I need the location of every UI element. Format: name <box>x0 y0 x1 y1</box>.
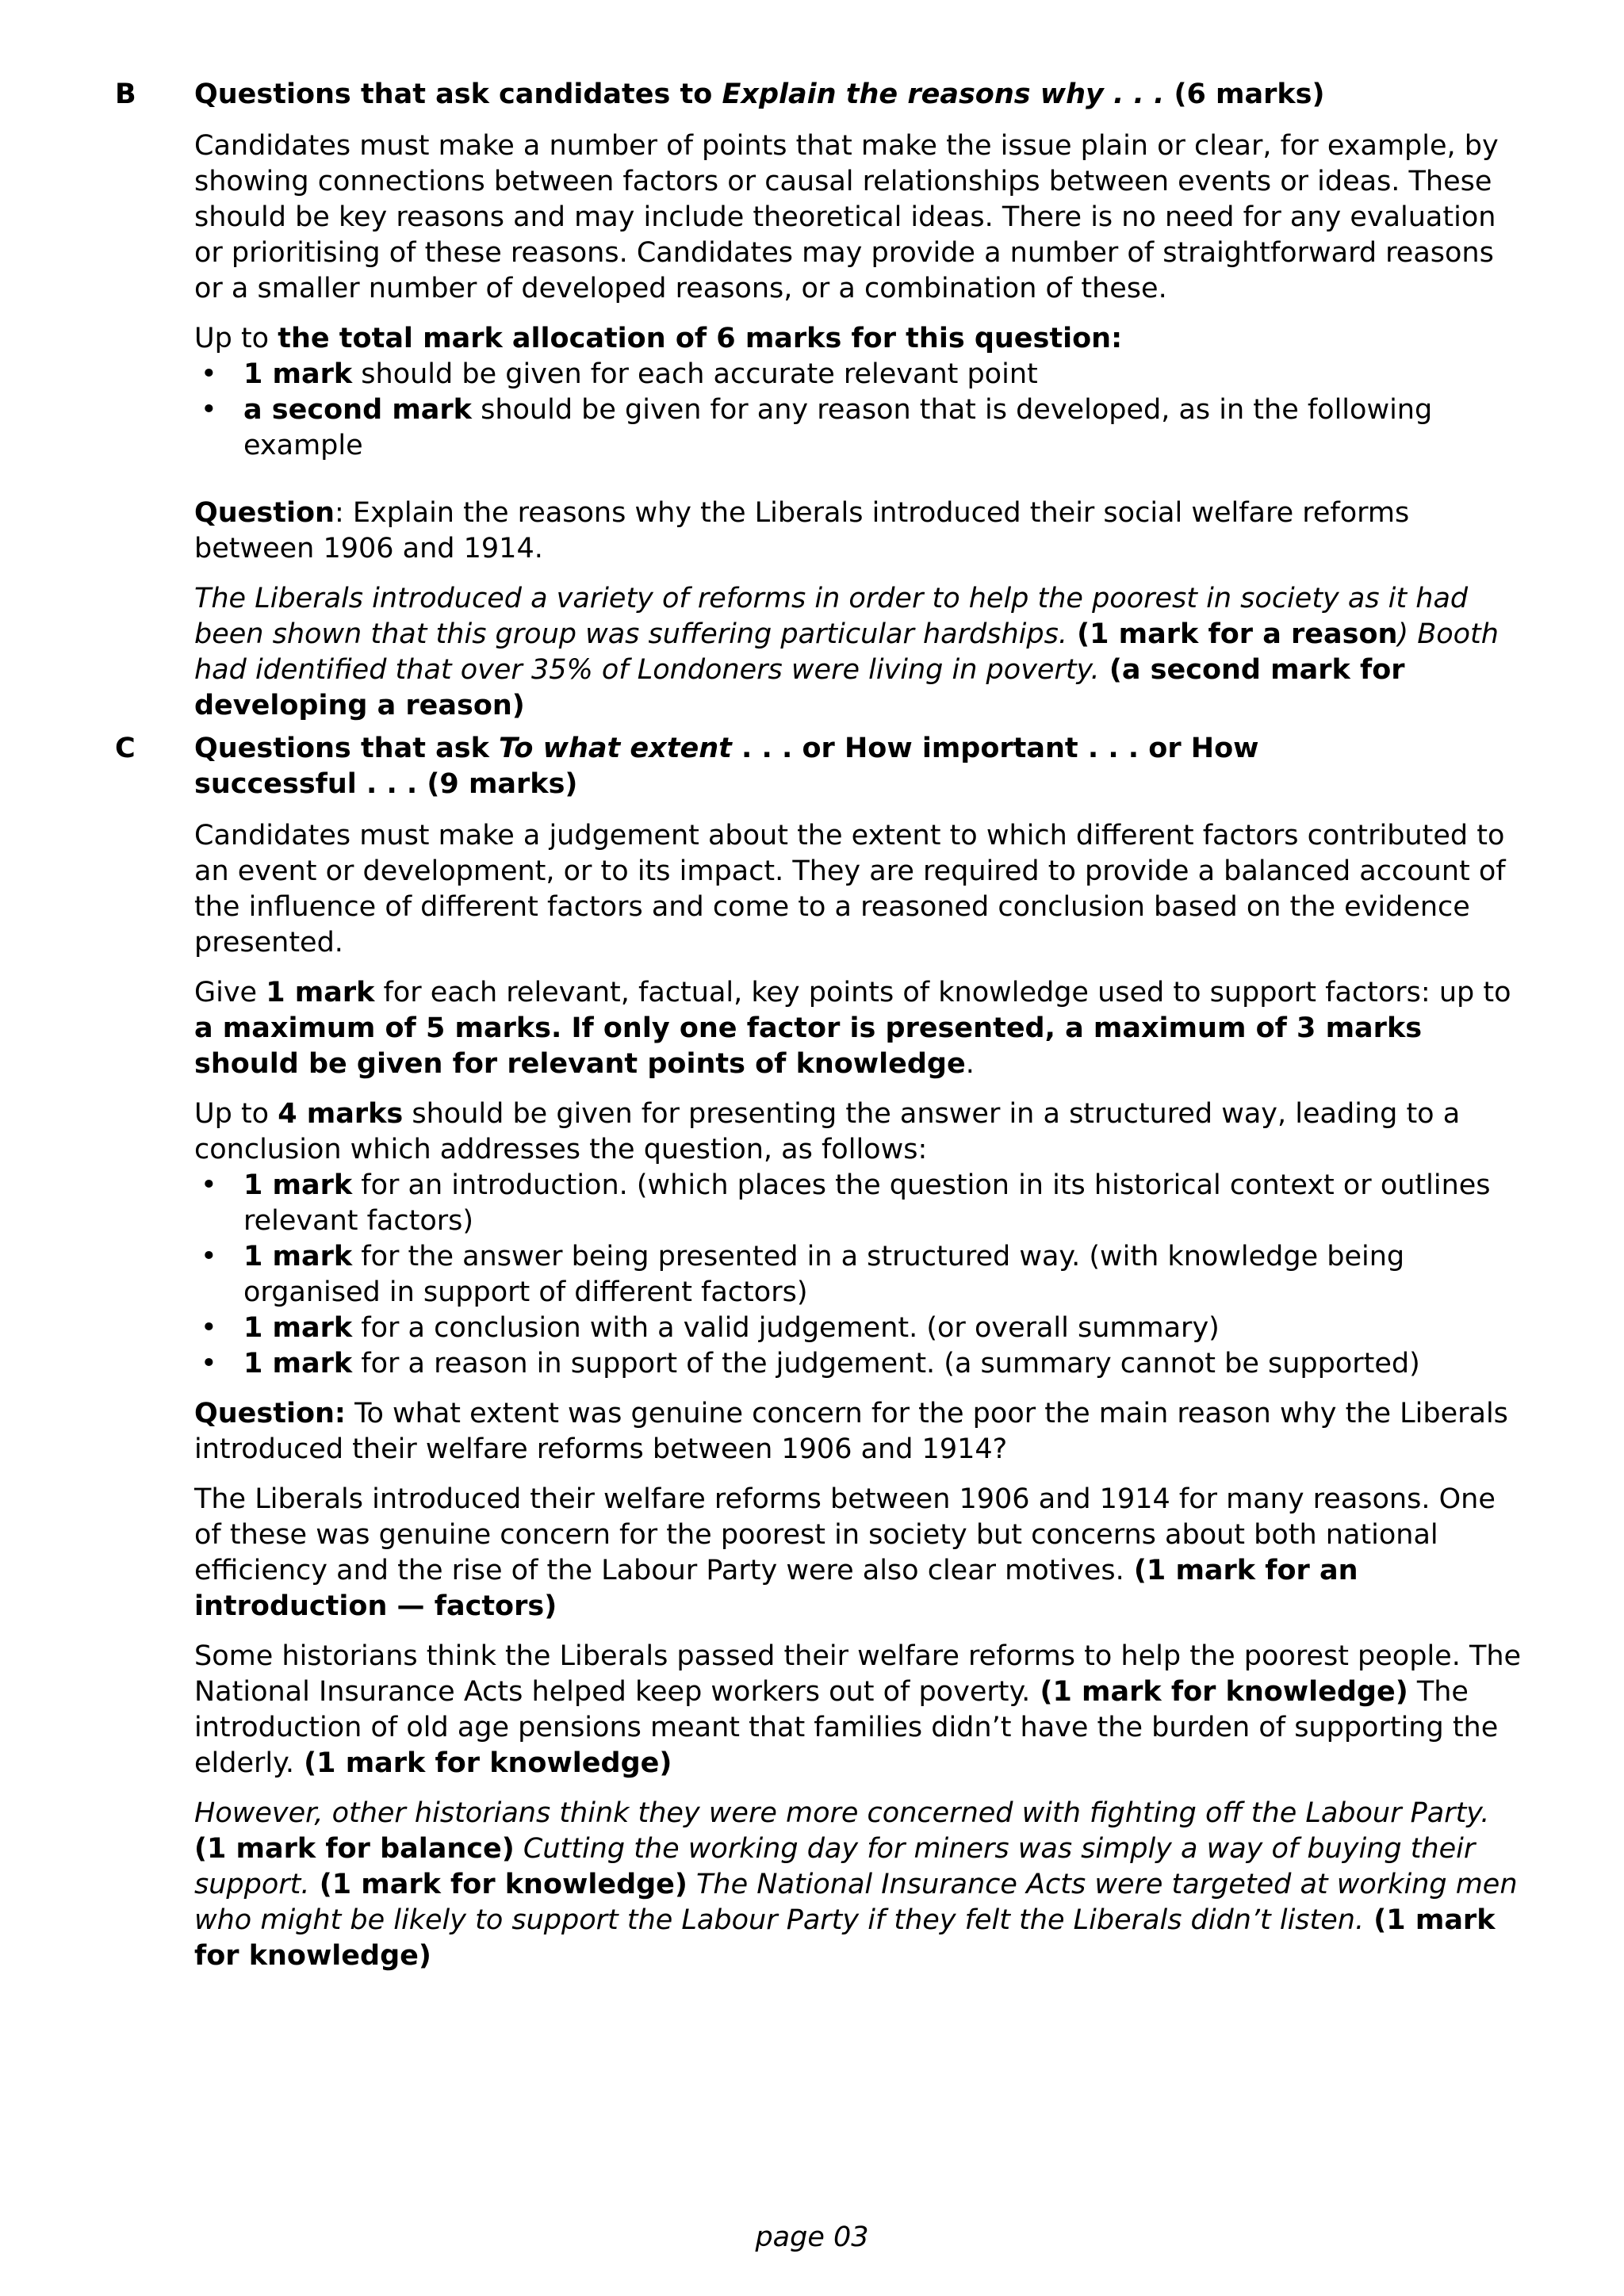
example-text: Booth had identified that over 35% of Londoners were living in poverty. <box>194 618 1499 686</box>
bullet-text: for the answer being presented in a structured way. (with knowledge being organised in support of different factors) <box>243 1241 1405 1308</box>
list-item <box>194 357 1526 392</box>
bullet-text: for an introduction. (which places the question in its historical context or outlines relevant factors) <box>243 1169 1491 1237</box>
list-item <box>194 1168 1526 1239</box>
section-b-body <box>194 77 1526 724</box>
heading-text: Questions that ask <box>194 733 500 764</box>
section-c-answer-knowledge <box>194 1639 1526 1781</box>
bullet-text: for a reason in support of the judgement. (a summary cannot be supported) <box>352 1348 1420 1380</box>
question-label: Question <box>194 497 335 529</box>
answer-mark: (1 mark for knowledge) <box>293 1747 672 1779</box>
knowledge-bold: 1 mark <box>266 977 375 1008</box>
bullet-bold: a second mark <box>243 394 472 426</box>
allocation-bold: the total mark allocation of 6 marks for this question: <box>278 323 1123 354</box>
section-c-knowledge <box>194 975 1526 1082</box>
heading-italic-text: To what extent <box>499 733 732 764</box>
knowledge-bold: a maximum of 5 marks. If only one factor is presented, a maximum of 3 marks should be given for relevant points of knowledge <box>194 1012 1423 1080</box>
answer-text: The National Insurance Acts were targeted at working men who might be likely to support the Labour Party if they felt the Liberals didn’t listen. <box>194 1869 1518 1936</box>
section-letter-c: C <box>115 733 136 764</box>
answer-mark: (1 mark for balance) <box>194 1833 515 1865</box>
page-number: page 03 <box>755 2221 869 2253</box>
question-text: To what extent was genuine concern for the poor the main reason why the Liberals introduced their welfare reforms between 1906 and 1914? <box>194 1398 1508 1465</box>
structure-bold: 4 marks <box>278 1098 404 1130</box>
bullet-bold: 1 mark <box>243 1241 353 1272</box>
section-letter-b: B <box>115 78 136 110</box>
answer-mark: (1 mark for knowledge) <box>194 1904 1496 1972</box>
example-mark: (1 mark for a reason <box>1067 618 1398 650</box>
section-c-intro: Candidates must make a judgement about the extent to which different factors contributed to an event or development, or to its impact. They are required to provide a balanced account of the influence of different factors and come to a reasoned conclusion based on the evidence presented. <box>194 820 1506 959</box>
example-text: The Liberals introduced a variety of reforms in order to help the poorest in society as it had been shown that this group was suffering particular hardships. <box>194 583 1469 650</box>
list-item <box>194 392 1526 464</box>
section-c-answer-balance <box>194 1796 1526 1974</box>
section-b-heading <box>194 77 1526 113</box>
answer-text: The Liberals introduced their welfare reforms between 1906 and 1914 for many reasons. One of these was genuine concern for the poorest in society but concerns about both national efficiency and the rise of the Labour Party were also clear motives. <box>194 1483 1496 1586</box>
heading-marks: . . . or How important . . . or How successful . . . (9 marks) <box>194 733 1259 800</box>
answer-mark: (1 mark for an introduction — factors) <box>194 1555 1358 1622</box>
section-c-structure <box>194 1096 1526 1168</box>
knowledge-text: for each relevant, factual, key points of knowledge used to support factors: up to <box>374 977 1511 1008</box>
section-c-heading <box>194 731 1526 802</box>
bullet-bold: 1 mark <box>243 1348 353 1380</box>
bullet-text: for a conclusion with a valid judgement. (or overall summary) <box>352 1312 1220 1344</box>
bullet-bold: 1 mark <box>243 1312 353 1344</box>
knowledge-text: Give <box>194 977 266 1008</box>
list-item <box>194 1239 1526 1311</box>
bullet-bold: 1 mark <box>243 358 353 390</box>
section-b-example <box>194 581 1526 724</box>
answer-text: Cutting the working day for miners was simply a way of buying their support. <box>194 1833 1476 1900</box>
list-item <box>194 1311 1526 1346</box>
list-item <box>194 1346 1526 1382</box>
section-c-question <box>194 1396 1526 1468</box>
section-c-bullets <box>194 1168 1526 1382</box>
section-b-allocation <box>194 321 1526 357</box>
bullet-bold: 1 mark <box>243 1169 353 1201</box>
answer-text: However, other historians think they were more concerned with fighting off the Labour Party. <box>194 1797 1490 1829</box>
knowledge-text: . <box>965 1048 975 1080</box>
allocation-text: Up to <box>194 323 278 354</box>
section-b <box>115 77 1526 738</box>
bullet-text: should be given for each accurate relevant point <box>352 358 1038 390</box>
section-b-bullets <box>194 357 1526 464</box>
structure-text: should be given for presenting the answer in a structured way, leading to a conclusion which addresses the question, as follows: <box>194 1098 1461 1165</box>
answer-text: The introduction of old age pensions meant that families didn’t have the burden of supporting the elderly. <box>194 1676 1499 1779</box>
heading-marks: (6 marks) <box>1164 78 1325 110</box>
example-mark: (a second mark for developing a reason) <box>194 654 1405 721</box>
example-paren: ) <box>1397 618 1409 650</box>
answer-mark: (1 mark for knowledge) <box>309 1869 688 1900</box>
section-b-intro: Candidates must make a number of points that make the issue plain or clear, for example, by showing connections between factors or causal relationships between events or ideas. These should be key reasons and may include theoretical ideas. There is no need for any evaluation or prioritising of these reasons. Candidates may provide a number of straightforward reasons or a smaller number of developed reasons, or a combination of these. <box>194 130 1499 304</box>
question-label: Question: <box>194 1398 346 1429</box>
heading-italic-text: Explain the reasons why . . . <box>722 78 1165 110</box>
section-b-question <box>194 496 1526 567</box>
heading-text: Questions that ask candidates to <box>194 78 722 110</box>
answer-text: Some historians think the Liberals passed their welfare reforms to help the poorest people. The National Insurance Acts helped keep workers out of poverty. <box>194 1640 1522 1708</box>
section-c-body <box>194 731 1526 1974</box>
section-c-answer-intro <box>194 1482 1526 1624</box>
answer-mark: (1 mark for knowledge) <box>1030 1676 1408 1708</box>
question-text: : Explain the reasons why the Liberals introduced their social welfare reforms between 1906 and 1914. <box>194 497 1410 564</box>
section-c <box>115 731 1526 1988</box>
structure-text: Up to <box>194 1098 278 1130</box>
bullet-text: should be given for any reason that is developed, as in the following example <box>243 394 1433 461</box>
